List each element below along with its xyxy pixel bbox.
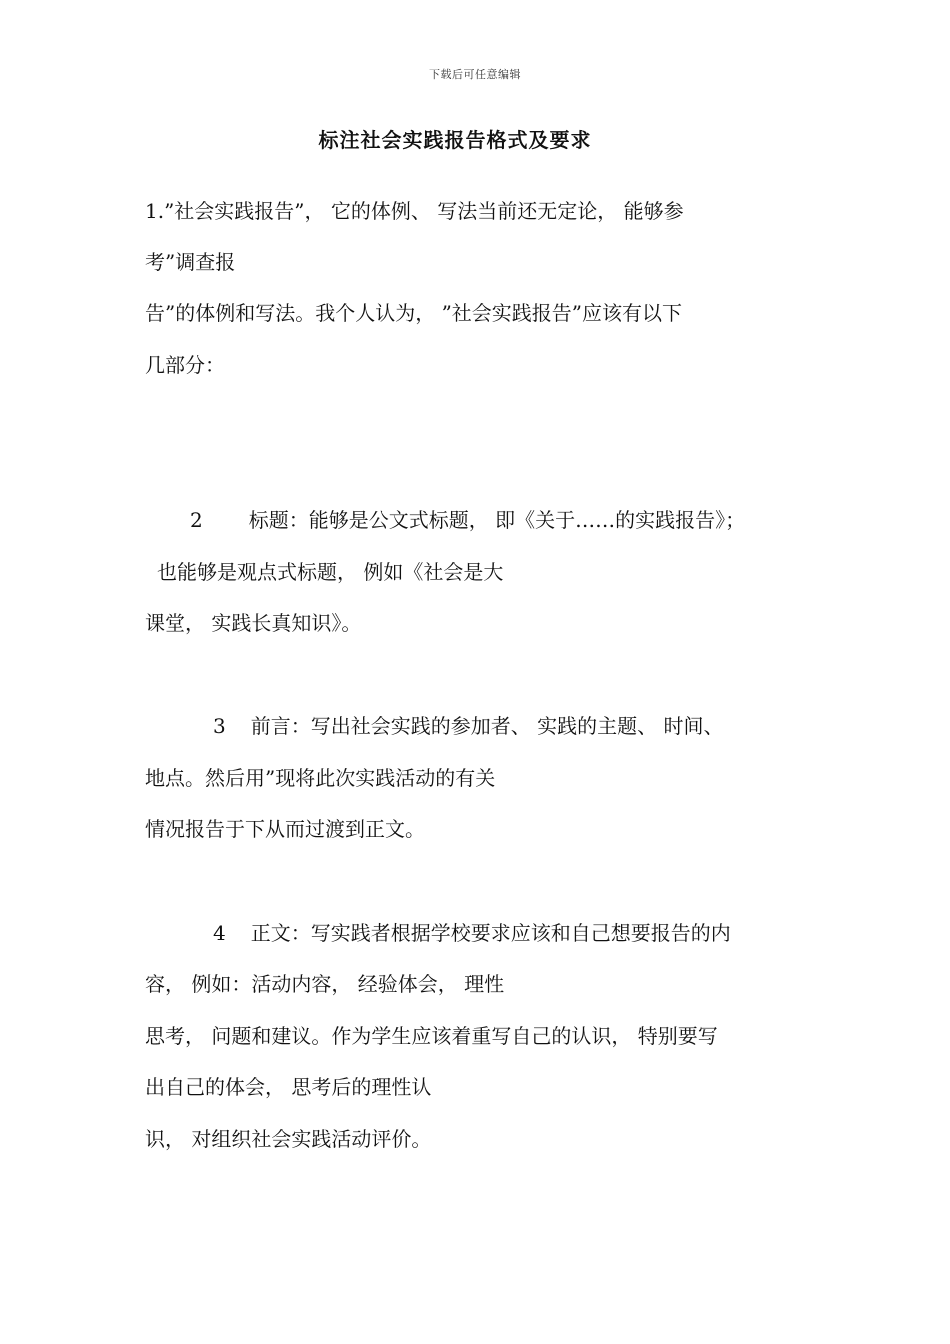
section3-number: 3 <box>213 714 226 738</box>
section4-line5: 识， 对组织社会实践活动评价。 <box>145 1127 432 1151</box>
section2-line3: 课堂， 实践长真知识》。 <box>145 611 362 635</box>
section2-text-line1: 标题：能够是公文式标题， 即《关于……的实践报告》； <box>248 508 746 532</box>
section3-line2: 地点。然后用”现将此次实践活动的有关 <box>145 766 496 790</box>
section4-text-line1: 正文：写实践者根据学校要求应该和自己想要报告的内 <box>250 921 731 945</box>
document-title: 标注社会实践报告格式及要求 <box>318 128 592 152</box>
section2-line2: 也能够是观点式标题， 例如《社会是大 <box>157 560 504 584</box>
section4-line4: 出自己的体会， 思考后的理性认 <box>145 1075 432 1099</box>
section2-number: 2 <box>190 508 203 532</box>
section3-line3: 情况报告于下从而过渡到正文。 <box>145 817 425 841</box>
section4-line1 <box>213 920 731 946</box>
section1-line1: 1.”社会实践报告”， 它的体例、 写法当前还无定论， 能够参 <box>145 199 684 223</box>
section1-line3: 告”的体例和写法。我个人认为， ”社会实践报告”应该有以下 <box>145 301 683 325</box>
header-note: 下载后可任意编辑 <box>429 68 521 81</box>
section4-line3: 思考， 问题和建议。作为学生应该着重写自己的认识， 特别要写 <box>145 1024 718 1048</box>
section1-line4: 几部分： <box>145 353 225 377</box>
section4-number: 4 <box>213 921 226 945</box>
section2-line1 <box>190 507 745 533</box>
section3-text-line1: 前言：写出社会实践的参加者、 实践的主题、 时间、 <box>250 714 724 738</box>
section3-line1 <box>213 713 723 739</box>
section1-line2: 考”调查报 <box>145 250 236 274</box>
section4-line2: 容， 例如：活动内容， 经验体会， 理性 <box>145 972 505 996</box>
